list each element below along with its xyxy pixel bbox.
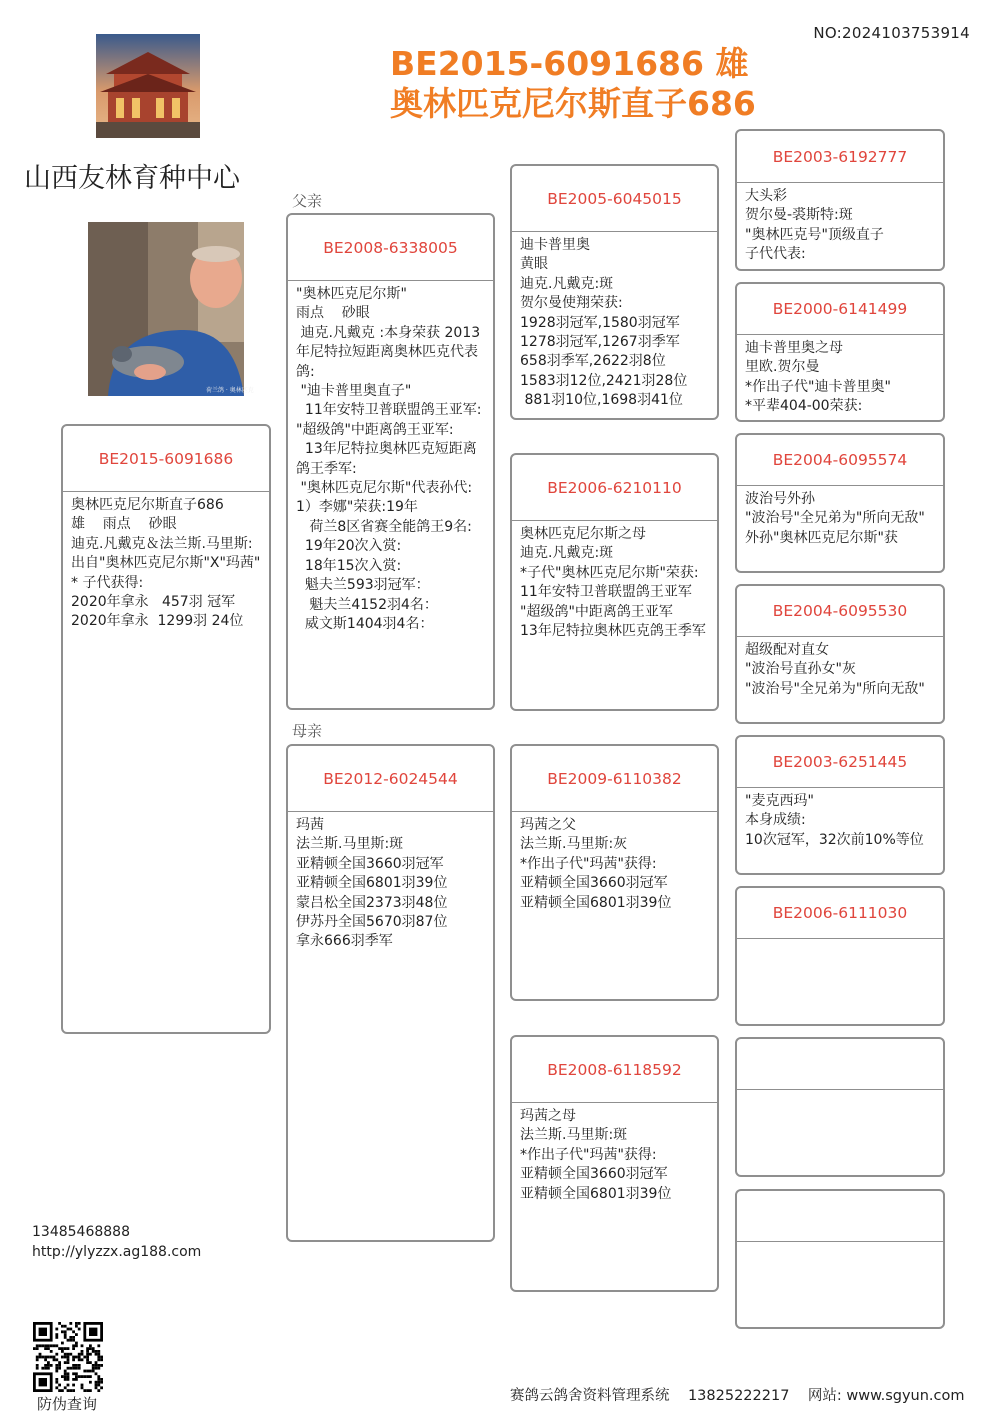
pedigree-line: 11年安特卫普联盟鸽王亚军 [520, 584, 692, 601]
pedigree-line: 雄 雨点 砂眼 [71, 516, 177, 533]
title-name-line: 奥林匹克尼尔斯直子686 [390, 84, 756, 123]
mother-label: 母亲 [292, 722, 323, 740]
page-title [390, 44, 756, 124]
card-body [737, 1090, 943, 1098]
pedigree-line: "波治号直孙女"灰 [745, 661, 856, 678]
pedigree-line: 魁夫兰593羽冠军： [296, 577, 430, 594]
card-body [737, 939, 943, 947]
pedigree-line: 11年安特卫普联盟鸽王亚军: [296, 402, 482, 419]
pedigree-line: 奥林匹克尼尔斯直子686 [71, 497, 224, 513]
pedigree-line: *作出子代"玛茜"获得: [520, 855, 657, 872]
maternal-grandsire-card [510, 744, 719, 1001]
pedigree-line: 658羽季军,2622羽8位 [520, 353, 666, 370]
footer-website[interactable]: www.sgyun.com [846, 1388, 965, 1404]
card-body [737, 335, 943, 421]
pedigree-line: 亚精顿全国6801羽39位 [296, 875, 448, 892]
pedigree-line: "波治号"全兄弟为"所向无敌" [745, 510, 925, 527]
pedigree-line: "超级鸽"中距离鸽王亚军: [296, 421, 454, 438]
ring-number [737, 1191, 943, 1242]
pedigree-line: 里欧.贺尔曼 [745, 359, 820, 376]
title-ring-line: BE2015-6091686 雄 [390, 44, 749, 83]
pedigree-line: 玛茜之母 [520, 1108, 576, 1124]
loft-photo [96, 34, 200, 138]
footer [510, 1384, 965, 1405]
ring-number: BE2012-6024544 [288, 746, 493, 812]
pedigree-line: "奥林匹克号"顶级直子 [745, 226, 884, 243]
father-card [286, 213, 495, 710]
card-body [288, 281, 493, 638]
pedigree-line: 13年尼特拉奥林匹克鸽王季军 [520, 623, 706, 640]
pedigree-line: 亚精顿全国6801羽39位 [520, 1185, 672, 1202]
great-grandparent-card-2 [735, 282, 945, 422]
pedigree-line: 亚精顿全国3660羽冠军 [520, 875, 668, 892]
contact-url[interactable]: http://ylyzzx.ag188.com [32, 1244, 202, 1260]
pedigree-line: 1）李娜"荣获:19年 [296, 499, 418, 516]
card-body [512, 232, 717, 415]
pedigree-line: 波治号外孙 [745, 491, 815, 507]
qr-code[interactable] [33, 1322, 103, 1392]
card-body [737, 486, 943, 552]
pedigree-line: "迪卡普里奥直子" [296, 383, 412, 400]
pedigree-line: 2020年拿永 1299羽 24位 [71, 613, 244, 630]
pedigree-line: 超级配对直女 [745, 642, 829, 658]
pedigree-line: 13年尼特拉奥林匹克短距离鸽王季军: [296, 441, 477, 477]
pedigree-line: 威文斯1404羽4名： [296, 615, 434, 632]
pedigree-line: 19年20次入赏: [296, 538, 402, 555]
breeder-photo [88, 222, 254, 396]
ring-number: BE2000-6141499 [737, 284, 943, 335]
pedigree-line: 法兰斯.马里斯:斑 [520, 1127, 628, 1144]
card-body [512, 1103, 717, 1208]
pedigree-line: 法兰斯.马里斯:斑 [296, 836, 404, 853]
great-grandparent-card-3 [735, 433, 945, 573]
pedigree-line: *作出子代"玛茜"获得: [520, 1146, 657, 1163]
pedigree-line: 贺尔曼使翔荣获: [520, 295, 623, 312]
pedigree-line: 玛茜之父 [520, 817, 576, 833]
maternal-granddam-card [510, 1035, 719, 1292]
pedigree-line: 黄眼 [520, 256, 548, 273]
pedigree-line: "奥林匹克尼尔斯"代表孙代: [296, 480, 473, 497]
pedigree-line: 奥林匹克尼尔斯之母 [520, 526, 646, 542]
pedigree-line: 亚精顿全国3660羽冠军 [296, 855, 444, 872]
ring-number: BE2004-6095574 [737, 435, 943, 486]
pedigree-line: 2020年拿永 457羽 冠军 [71, 594, 236, 611]
ring-number: BE2003-6251445 [737, 737, 943, 788]
ring-number [737, 1039, 943, 1090]
ring-number: BE2006-6111030 [737, 888, 943, 939]
pedigree-line: 雨点 砂眼 [296, 305, 370, 322]
great-grandparent-card-4 [735, 584, 945, 724]
pedigree-line: 贺尔曼-裘斯特:斑 [745, 207, 853, 224]
pedigree-line: *作出子代"迪卡普里奥" [745, 378, 891, 395]
great-grandparent-card-5 [735, 735, 945, 875]
paternal-granddam-card [510, 453, 719, 711]
pedigree-line: "波治号"全兄弟为"所向无敌" [745, 680, 925, 697]
great-grandparent-card-1 [735, 129, 945, 271]
pedigree-line: * 子代获得: [71, 574, 144, 591]
great-grandparent-card-6 [735, 886, 945, 1026]
card-body [737, 183, 943, 269]
pedigree-line: 881羽10位,1698羽41位 [520, 392, 683, 409]
pedigree-line: 1278羽冠军,1267羽季军 [520, 334, 680, 351]
pedigree-line: 迪克.凡戴克 :本身荣获 2013年尼特拉短距离奥林匹克代表鸽: [296, 324, 481, 380]
card-body [737, 788, 943, 854]
document-number: NO:2024103753914 [813, 24, 970, 42]
card-body [63, 492, 269, 636]
anti-counterfeit-label: 防伪查询 [37, 1395, 98, 1413]
footer-phone: 13825222217 [687, 1388, 790, 1404]
great-grandparent-card-7 [735, 1037, 945, 1177]
footer-site-label: 网站: [807, 1388, 842, 1404]
card-body [737, 637, 943, 703]
pedigree-line: 亚精顿全国3660羽冠军 [520, 1166, 668, 1183]
pedigree-line: *平辈404-00荣获: [745, 398, 863, 415]
ring-number: BE2008-6338005 [288, 215, 493, 281]
card-body [737, 1242, 943, 1250]
card-body [512, 812, 717, 917]
contact-info [32, 1222, 201, 1262]
pedigree-line: 迪克.凡戴克:斑 [520, 275, 614, 292]
footer-system-name: 赛鸽云鸽舍资料管理系统 [510, 1388, 670, 1404]
card-body [512, 521, 717, 645]
pedigree-line: 亚精顿全国6801羽39位 [520, 894, 672, 911]
organization-name: 山西友林育种中心 [24, 163, 240, 194]
pedigree-line: 魁夫兰4152羽4名： [296, 596, 438, 613]
pedigree-line: 法兰斯.马里斯:灰 [520, 836, 628, 853]
pedigree-line: 1928羽冠军,1580羽冠军 [520, 314, 680, 331]
paternal-grandsire-card [510, 164, 719, 420]
pedigree-line: 大头彩 [745, 188, 787, 204]
ring-number: BE2015-6091686 [63, 426, 269, 492]
pedigree-line: 子代代表: [745, 246, 806, 263]
ring-number: BE2009-6110382 [512, 746, 717, 812]
pedigree-line: 玛茜 [296, 817, 324, 833]
ring-number: BE2006-6210110 [512, 455, 717, 521]
ring-number: BE2005-6045015 [512, 166, 717, 232]
pedigree-line: 荷兰8区省赛全能鸽王9名: [296, 518, 472, 535]
pedigree-line: 外孙"奥林匹克尼尔斯"获 [745, 529, 898, 546]
ring-number: BE2004-6095530 [737, 586, 943, 637]
pedigree-line: 迪卡普里奥之母 [745, 340, 843, 356]
pedigree-line: 迪卡普里奥 [520, 237, 590, 253]
ring-number: BE2003-6192777 [737, 131, 943, 183]
pedigree-line: "奥林匹克尼尔斯" [296, 286, 407, 302]
pedigree-line: 伊苏丹全国5670羽87位 [296, 914, 448, 931]
card-body [288, 812, 493, 956]
mother-card [286, 744, 495, 1242]
pedigree-line: "麦克西玛" [745, 793, 814, 809]
pedigree-line: 迪克.凡戴克＆法兰斯.马里斯: [71, 535, 253, 552]
pedigree-line: 本身成绩: [745, 812, 806, 829]
contact-phone: 13485468888 [32, 1224, 130, 1240]
photo-caption: 荷兰鸽 · 奥林匹克 [206, 387, 254, 394]
pedigree-line: 出自"奥林匹克尼尔斯"X"玛茜" [71, 555, 261, 572]
subject-card [61, 424, 271, 1034]
pedigree-line: "超级鸽"中距离鸽王亚军 [520, 603, 673, 620]
pedigree-line: 1583羽12位,2421羽28位 [520, 372, 688, 389]
pedigree-line: *子代"奥林匹克尼尔斯"荣获: [520, 564, 699, 581]
great-grandparent-card-8 [735, 1189, 945, 1329]
pedigree-line: 拿永666羽季军 [296, 933, 393, 950]
pedigree-line: 迪克.凡戴克:斑 [520, 545, 614, 562]
pedigree-line: 10次冠军，32次前10%等位 [745, 831, 924, 848]
pedigree-line: 蒙吕松全国2373羽48位 [296, 894, 448, 911]
father-label: 父亲 [292, 192, 323, 210]
pedigree-line: 18年15次入赏: [296, 557, 402, 574]
ring-number: BE2008-6118592 [512, 1037, 717, 1103]
